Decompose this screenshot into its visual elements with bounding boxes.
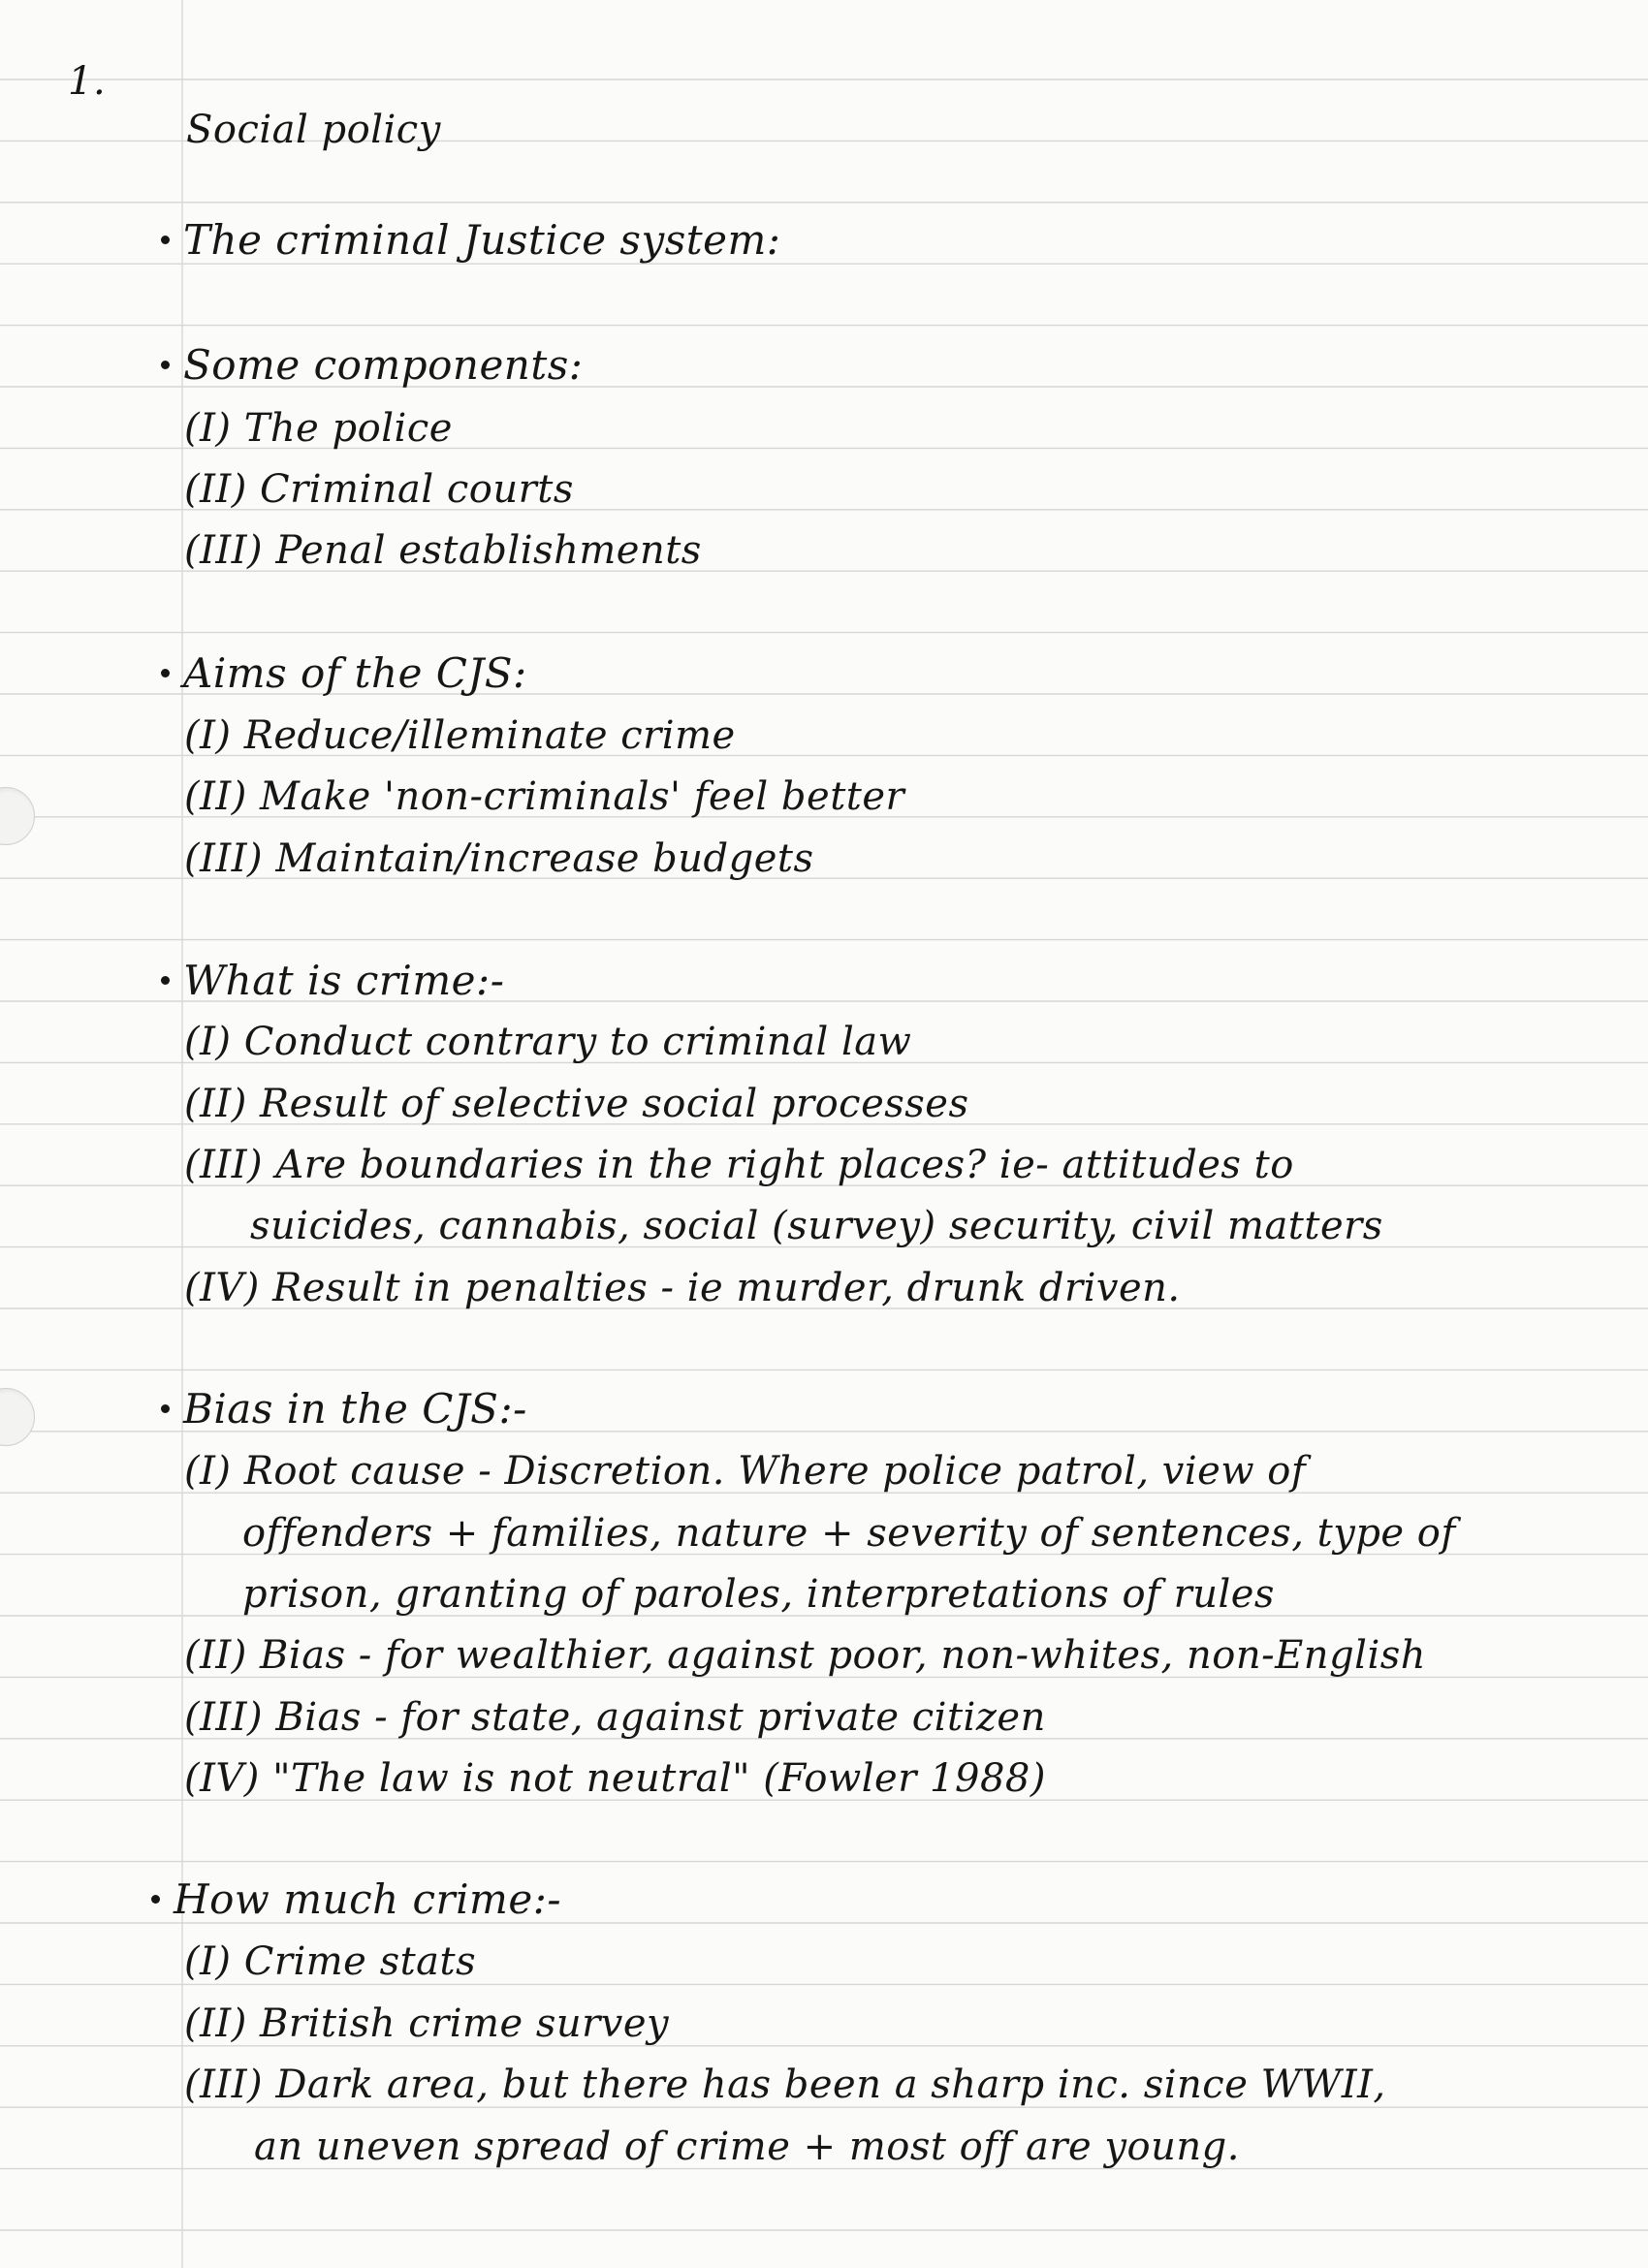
- section-heading-bias: [161, 1385, 527, 1433]
- bullet-dot: [151, 1895, 160, 1904]
- list-item-continuation: offenders + families, nature + severity of sentences, type of: [242, 1511, 1456, 1556]
- list-item: (II) Criminal courts: [184, 467, 574, 512]
- section-heading-how-much-crime: [151, 1875, 562, 1923]
- list-item: (I) The police: [184, 406, 453, 451]
- list-item: (IV) "The law is not neutral" (Fowler 1988): [184, 1756, 1046, 1801]
- list-item: (III) Penal establishments: [184, 528, 702, 573]
- list-item: (IV) Result in penalties - ie murder, drunk driven.: [184, 1266, 1181, 1310]
- list-item: (I) Reduce/illeminate crime: [184, 713, 736, 758]
- list-item: (III) Maintain/increase budgets: [184, 836, 814, 881]
- list-item: (I) Conduct contrary to criminal law: [184, 1020, 912, 1064]
- bullet-dot: [161, 361, 170, 369]
- section-heading-text: Some components:: [183, 341, 584, 389]
- list-item: (II) Make 'non-criminals' feel better: [184, 774, 905, 819]
- section-heading-text: Aims of the CJS:: [183, 649, 527, 697]
- list-item: (II) Bias - for wealthier, against poor, non-whites, non-English: [184, 1633, 1427, 1678]
- list-item: (III) Dark area, but there has been a sharp inc. since WWII,: [184, 2063, 1386, 2107]
- list-item: (II) Result of selective social processes: [184, 1082, 969, 1126]
- section-heading-text: The criminal Justice system:: [183, 216, 781, 264]
- list-item: (I) Crime stats: [184, 1939, 477, 1984]
- section-heading-text: Bias in the CJS:-: [183, 1385, 527, 1433]
- bullet-dot: [161, 236, 170, 244]
- list-item: (II) British crime survey: [184, 2001, 670, 2046]
- section-heading-text: What is crime:-: [183, 957, 505, 1004]
- section-heading-aims: [161, 649, 527, 697]
- section-heading-text: How much crime:-: [174, 1875, 562, 1923]
- section-heading-cjs: [161, 216, 781, 264]
- section-heading-components: [161, 341, 584, 389]
- page-title: Social policy: [186, 108, 441, 152]
- section-heading-what-is-crime: [161, 957, 505, 1004]
- bullet-dot: [161, 1404, 170, 1413]
- list-item-continuation: an uneven spread of crime + most off are young.: [254, 2125, 1240, 2169]
- list-item: (III) Bias - for state, against private citizen: [184, 1695, 1046, 1740]
- list-item-continuation: prison, granting of paroles, interpretations of rules: [242, 1572, 1275, 1617]
- list-item: (I) Root cause - Discretion. Where police patrol, view of: [184, 1449, 1307, 1494]
- bullet-dot: [161, 976, 170, 985]
- list-item: (III) Are boundaries in the right places? ie- attitudes to: [184, 1143, 1294, 1187]
- list-item-continuation: suicides, cannabis, social (survey) security, civil matters: [250, 1204, 1383, 1248]
- bullet-dot: [161, 669, 170, 677]
- page-number: 1.: [68, 59, 107, 104]
